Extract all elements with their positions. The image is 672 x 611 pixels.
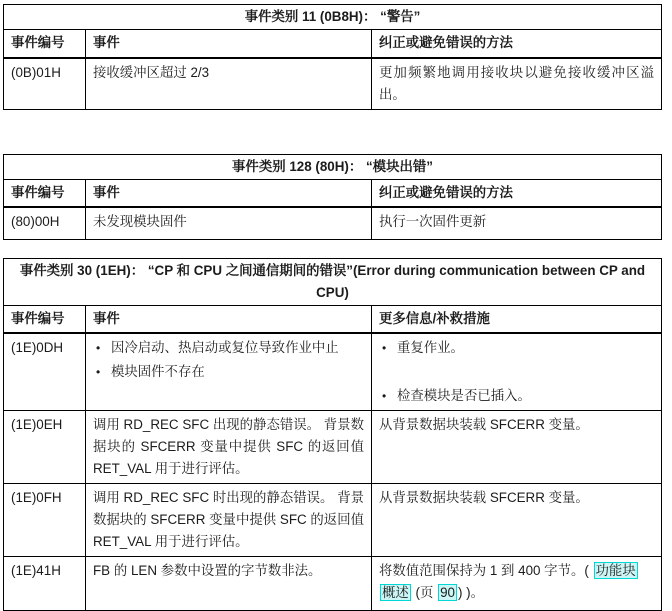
remedy-cell <box>372 58 662 110</box>
table-title <box>4 154 662 179</box>
table-row <box>4 483 662 556</box>
table-header-row <box>4 305 662 333</box>
column-header: 事件编号 <box>4 305 86 333</box>
cell-text: (页 <box>411 584 438 600</box>
page-link[interactable]: 功能块 <box>595 562 636 578</box>
column-header: 事件 <box>86 30 372 58</box>
table-row <box>4 207 662 239</box>
table-row <box>4 58 662 110</box>
remedy-cell <box>372 333 662 411</box>
column-header: 事件编号 <box>4 179 86 207</box>
cell-text: CPU) <box>316 284 349 300</box>
cell-text: 执行一次固件更新 <box>379 214 487 229</box>
table-row <box>4 556 662 610</box>
bullet-text: 检查模块是否已插入。 <box>397 387 531 403</box>
table-title <box>4 258 662 305</box>
remedy-cell <box>372 556 662 610</box>
table-title-row <box>4 154 662 179</box>
event-cell <box>86 333 372 411</box>
event-code-cell: (1E)41H <box>4 556 86 610</box>
cell-text: 从背景数据块装载 SFCERR 变量。 <box>379 489 589 505</box>
bullet-icon: • <box>96 364 101 379</box>
bullet-icon: • <box>382 340 387 355</box>
cell-text: 事件类别 30 (1EH)： “CP 和 CPU 之间通信期间的错误”(Error during communication between CP and <box>19 262 646 278</box>
column-header: 纠正或避免错误的方法 <box>372 30 662 58</box>
event-cell <box>86 483 372 556</box>
table-title <box>4 5 662 30</box>
cell-text: 将数值范围保持为 1 到 400 字节。( <box>379 562 593 578</box>
remedy-cell <box>372 483 662 556</box>
bullet-item <box>93 337 364 359</box>
bullet-text: 模块固件不存在 <box>111 363 205 379</box>
remedy-cell <box>372 207 662 239</box>
event-code-cell: (0B)01H <box>4 58 86 110</box>
page-link[interactable]: 概述 <box>382 584 409 600</box>
column-header: 更多信息/补救措施 <box>372 305 662 333</box>
event-table-module-error <box>3 154 662 240</box>
cell-text: 调用 RD_REC SFC 时出现的静态错误。 背景数据块的 SFCERR 变量中提供 SFC 的返回值 RET_VAL 用于进行评估。 <box>93 489 364 549</box>
cell-text: 事件类别 128 (80H)： “模块出错” <box>232 158 433 174</box>
column-header: 事件 <box>86 305 372 333</box>
bullet-text: 因冷启动、热启动或复位导致作业中止 <box>111 339 339 355</box>
event-cell <box>86 556 372 610</box>
event-cell <box>86 58 372 110</box>
cell-text: FB 的 LEN 参数中设置的字节数非法。 <box>93 562 322 578</box>
event-cell <box>86 207 372 239</box>
bullet-text: 重复作业。 <box>397 339 464 355</box>
table-header-row <box>4 179 662 207</box>
cell-text: 未发现模块固件 <box>93 214 187 229</box>
cell-text: 接收缓冲区超过 2/3 <box>93 64 210 80</box>
event-code-cell: (80)00H <box>4 207 86 239</box>
bullet-icon: • <box>96 340 101 355</box>
bullet-item <box>93 361 364 383</box>
cell-text: ) )。 <box>457 584 485 600</box>
cell-text: 从背景数据块装载 SFCERR 变量。 <box>379 416 589 432</box>
bullet-icon: • <box>382 388 387 403</box>
table-row <box>4 333 662 411</box>
event-table-warning <box>3 4 662 110</box>
remedy-cell <box>372 410 662 483</box>
event-code-cell: (1E)0FH <box>4 483 86 556</box>
table-title-row <box>4 5 662 30</box>
table-row <box>4 410 662 483</box>
cell-text: 调用 RD_REC SFC 出现的静态错误。 背景数据块的 SFCERR 变量中提供 SFC 的返回值 RET_VAL 用于进行评估。 <box>93 416 364 476</box>
page-link[interactable]: 90 <box>440 584 455 600</box>
column-header: 纠正或避免错误的方法 <box>372 179 662 207</box>
bullet-item <box>379 385 654 407</box>
event-table-cp-cpu-communication-error <box>3 258 662 611</box>
event-code-cell: (1E)0EH <box>4 410 86 483</box>
column-header: 事件编号 <box>4 30 86 58</box>
column-header: 事件 <box>86 179 372 207</box>
event-cell <box>86 410 372 483</box>
bullet-item <box>379 337 654 359</box>
table-header-row <box>4 30 662 58</box>
cell-text: 事件类别 11 (0B8H)： “警告” <box>244 9 421 24</box>
cell-text: 更加频繁地调用接收块以避免接收缓冲区溢出。 <box>379 64 655 102</box>
table-title-row <box>4 258 662 305</box>
event-code-cell: (1E)0DH <box>4 333 86 411</box>
